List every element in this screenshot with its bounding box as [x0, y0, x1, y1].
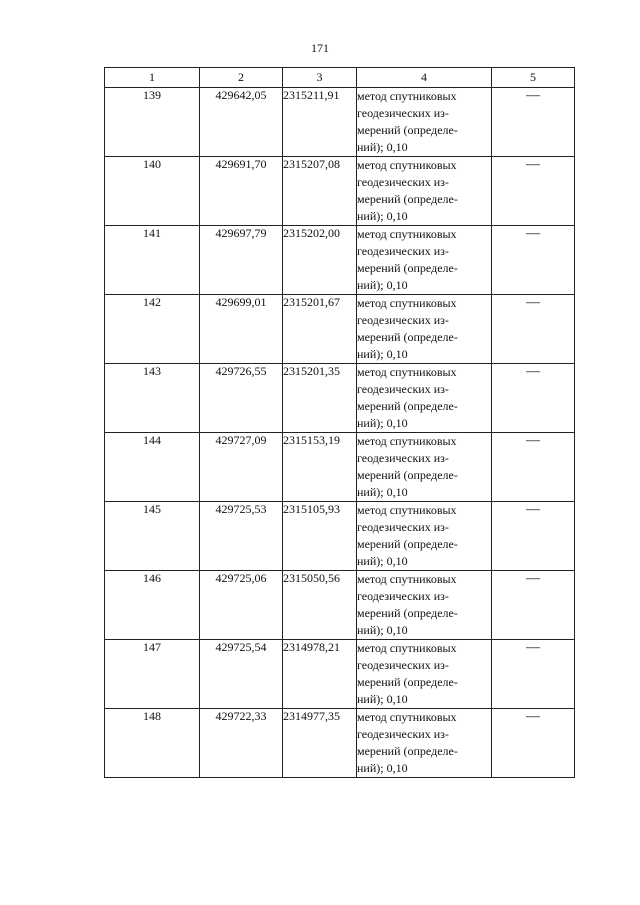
method-text-line: геодезических из- [357, 727, 449, 741]
y-coordinate-cell: 2315201,67 [283, 295, 357, 364]
x-coordinate-cell: 429691,70 [200, 157, 283, 226]
header-col-5: 5 [492, 68, 575, 88]
method-text-line: ний); 0,10 [357, 140, 408, 154]
method-text-line: геодезических из- [357, 106, 449, 120]
y-coordinate-cell: 2315153,19 [283, 433, 357, 502]
y-coordinate-cell: 2315202,00 [283, 226, 357, 295]
method-cell [357, 433, 492, 502]
method-text-line: метод спутниковых [357, 365, 457, 379]
table-row [105, 433, 575, 502]
y-coordinate-cell: 2314978,21 [283, 640, 357, 709]
method-text-line: ний); 0,10 [357, 485, 408, 499]
method-text-line: ний); 0,10 [357, 416, 408, 430]
method-cell [357, 709, 492, 778]
note-cell: — [492, 502, 575, 571]
method-cell [357, 295, 492, 364]
point-number-cell: 145 [105, 502, 200, 571]
method-text-line: ний); 0,10 [357, 623, 408, 637]
point-number-cell: 141 [105, 226, 200, 295]
method-text-line: метод спутниковых [357, 89, 457, 103]
point-number-cell: 148 [105, 709, 200, 778]
x-coordinate-cell: 429725,06 [200, 571, 283, 640]
method-text-line: мерений (определе- [357, 744, 458, 758]
method-text-line: геодезических из- [357, 244, 449, 258]
method-text-line: мерений (определе- [357, 537, 458, 551]
y-coordinate-cell: 2314977,35 [283, 709, 357, 778]
y-coordinate-cell: 2315050,56 [283, 571, 357, 640]
table-row [105, 88, 575, 157]
method-text-line: метод спутниковых [357, 710, 457, 724]
header-col-3: 3 [283, 68, 357, 88]
header-col-1: 1 [105, 68, 200, 88]
method-text-line: геодезических из- [357, 313, 449, 327]
x-coordinate-cell: 429642,05 [200, 88, 283, 157]
method-text-line: ний); 0,10 [357, 347, 408, 361]
table-row [105, 709, 575, 778]
note-cell: — [492, 571, 575, 640]
table-row [105, 640, 575, 709]
note-cell: — [492, 226, 575, 295]
method-text-line: геодезических из- [357, 658, 449, 672]
y-coordinate-cell: 2315201,35 [283, 364, 357, 433]
table-row [105, 571, 575, 640]
method-text-line: мерений (определе- [357, 675, 458, 689]
note-cell: — [492, 709, 575, 778]
method-text-line: мерений (определе- [357, 261, 458, 275]
method-cell [357, 640, 492, 709]
point-number-cell: 143 [105, 364, 200, 433]
note-cell: — [492, 88, 575, 157]
table-row [105, 226, 575, 295]
method-text-line: метод спутниковых [357, 434, 457, 448]
point-number-cell: 147 [105, 640, 200, 709]
point-number-cell: 144 [105, 433, 200, 502]
page-number: 171 [311, 41, 329, 55]
method-text-line: метод спутниковых [357, 572, 457, 586]
method-text-line: геодезических из- [357, 589, 449, 603]
method-text-line: геодезических из- [357, 451, 449, 465]
method-text-line: ний); 0,10 [357, 209, 408, 223]
method-cell [357, 364, 492, 433]
x-coordinate-cell: 429697,79 [200, 226, 283, 295]
point-number-cell: 146 [105, 571, 200, 640]
note-cell: — [492, 640, 575, 709]
table-row [105, 295, 575, 364]
method-text-line: мерений (определе- [357, 123, 458, 137]
x-coordinate-cell: 429725,53 [200, 502, 283, 571]
method-text-line: ний); 0,10 [357, 761, 408, 775]
method-cell [357, 226, 492, 295]
x-coordinate-cell: 429727,09 [200, 433, 283, 502]
point-number-cell: 139 [105, 88, 200, 157]
method-text-line: мерений (определе- [357, 606, 458, 620]
coordinates-table [104, 67, 575, 778]
method-text-line: мерений (определе- [357, 330, 458, 344]
method-text-line: ний); 0,10 [357, 278, 408, 292]
y-coordinate-cell: 2315105,93 [283, 502, 357, 571]
table-row [105, 157, 575, 226]
table-body [105, 88, 575, 778]
point-number-cell: 142 [105, 295, 200, 364]
method-text-line: метод спутниковых [357, 227, 457, 241]
method-cell [357, 157, 492, 226]
method-cell [357, 502, 492, 571]
x-coordinate-cell: 429725,54 [200, 640, 283, 709]
method-text-line: мерений (определе- [357, 399, 458, 413]
note-cell: — [492, 157, 575, 226]
table-header-row [105, 68, 575, 88]
point-number-cell: 140 [105, 157, 200, 226]
method-text-line: геодезических из- [357, 520, 449, 534]
header-col-4: 4 [357, 68, 492, 88]
method-text-line: ний); 0,10 [357, 554, 408, 568]
method-text-line: метод спутниковых [357, 641, 457, 655]
note-cell: — [492, 295, 575, 364]
header-col-2: 2 [200, 68, 283, 88]
table-row [105, 364, 575, 433]
method-text-line: ний); 0,10 [357, 692, 408, 706]
method-text-line: геодезических из- [357, 175, 449, 189]
method-text-line: метод спутниковых [357, 503, 457, 517]
method-text-line: метод спутниковых [357, 296, 457, 310]
method-text-line: геодезических из- [357, 382, 449, 396]
x-coordinate-cell: 429726,55 [200, 364, 283, 433]
note-cell: — [492, 433, 575, 502]
method-text-line: метод спутниковых [357, 158, 457, 172]
method-text-line: мерений (определе- [357, 468, 458, 482]
table-row [105, 502, 575, 571]
note-cell: — [492, 364, 575, 433]
x-coordinate-cell: 429699,01 [200, 295, 283, 364]
method-text-line: мерений (определе- [357, 192, 458, 206]
y-coordinate-cell: 2315207,08 [283, 157, 357, 226]
method-cell [357, 88, 492, 157]
method-cell [357, 571, 492, 640]
x-coordinate-cell: 429722,33 [200, 709, 283, 778]
y-coordinate-cell: 2315211,91 [283, 88, 357, 157]
